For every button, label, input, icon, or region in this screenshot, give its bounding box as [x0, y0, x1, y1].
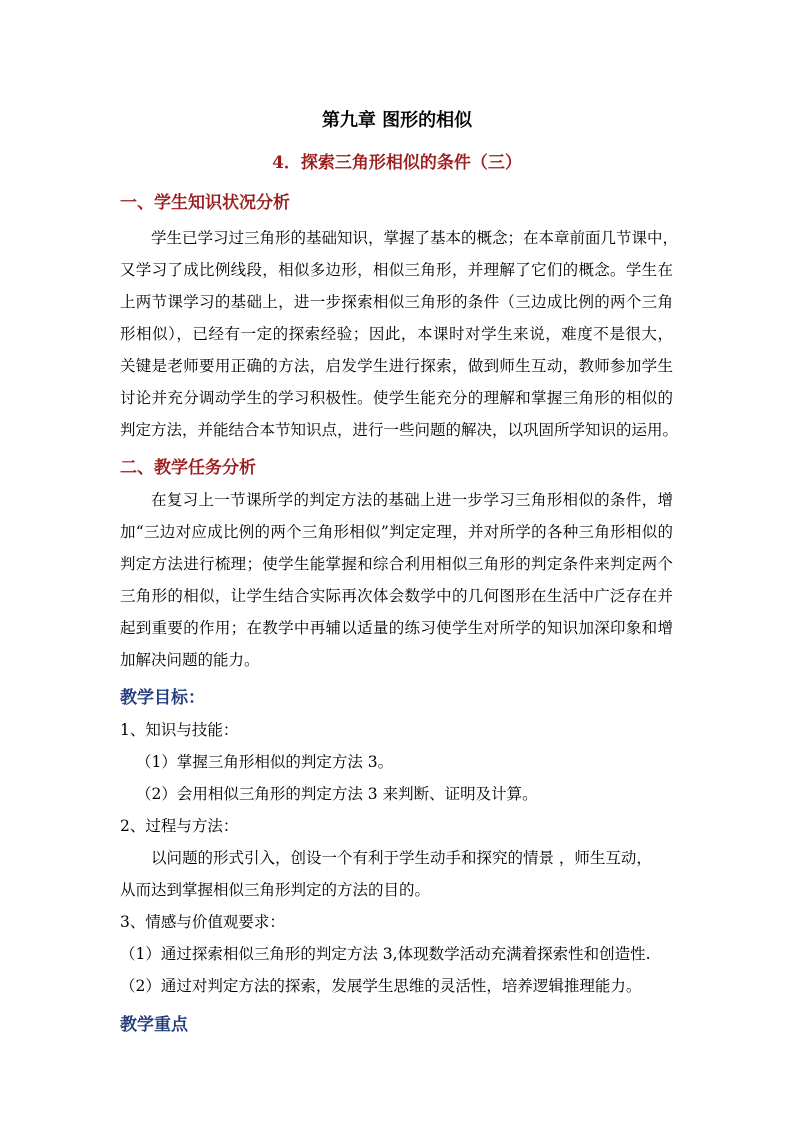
chapter-title: 第九章 图形的相似 — [321, 110, 473, 131]
process-heading: 2、过程与方法： — [120, 817, 239, 835]
knowledge-item-1: （1）掌握三角形相似的判定方法 3。 — [136, 753, 394, 771]
paragraph-line: 又学习了成比例线段，相似多边形，相似三角形，并理解了它们的概念。学生在 — [120, 261, 673, 279]
paragraph-line: 形相似），已经有一定的探索经验；因此，本课时对学生来说，难度不是很大， — [120, 325, 673, 343]
heading-key-points: 教学重点 — [120, 1015, 188, 1035]
paragraph-line: 三角形的相似，让学生结合实际再次体会数学中的几何图形在生活中广泛存在并 — [120, 587, 673, 605]
paragraph-line: 起到重要的作用；在教学中再辅以适量的练习使学生对所学的知识加深印象和增 — [120, 619, 673, 637]
paragraph-line: 加“三边对应成比例的两个三角形相似”判定定理，并对所学的各种三角形相似的 — [120, 523, 673, 541]
section-title: 4．探索三角形相似的条件（三） — [272, 153, 522, 173]
paragraph-line: 关键是老师要用正确的方法，启发学生进行探索，做到师生互动，教师参加学生 — [120, 357, 673, 375]
process-line: 从而达到掌握相似三角形判定的方法的目的。 — [120, 881, 431, 899]
paragraph-line: 在复习上一节课所学的判定方法的基础上进一步学习三角形相似的条件，增 — [151, 491, 673, 509]
process-line: 以问题的形式引入，创设一个有利于学生动手和探究的情景 ，师生互动， — [151, 849, 652, 867]
heading-teaching-task: 二、教学任务分析 — [120, 458, 256, 478]
heading-student-knowledge: 一、学生知识状况分析 — [120, 193, 290, 213]
emotion-item-1: （1）通过探索相似三角形的判定方法 3,体现数学活动充满着探索性和创造性. — [120, 945, 651, 963]
knowledge-heading: 1、知识与技能： — [120, 721, 239, 739]
paragraph-line: 判定方法，并能结合本节知识点，进行一些问题的解决，以巩固所学知识的运用。 — [120, 421, 679, 439]
paragraph-line: 加解决问题的能力。 — [120, 651, 260, 669]
paragraph-line: 讨论并充分调动学生的学习积极性。使学生能充分的理解和掌握三角形的相似的 — [120, 389, 673, 407]
knowledge-item-2: （2）会用相似三角形的判定方法 3 来判断、证明及计算。 — [136, 785, 538, 803]
paragraph-line: 上两节课学习的基础上，进一步探索相似三角形的条件（三边成比例的两个三角 — [120, 293, 673, 311]
heading-objectives: 教学目标： — [120, 688, 205, 708]
paragraph-line: 判定方法进行梳理；使学生能掌握和综合利用相似三角形的判定条件来判定两个 — [120, 555, 673, 573]
paragraph-line: 学生已学习过三角形的基础知识，掌握了基本的概念；在本章前面几节课中， — [151, 229, 679, 247]
emotion-item-2: （2）通过对判定方法的探索，发展学生思维的灵活性，培养逻辑推理能力。 — [120, 977, 642, 995]
emotion-heading: 3、情感与价值观要求： — [120, 913, 285, 931]
